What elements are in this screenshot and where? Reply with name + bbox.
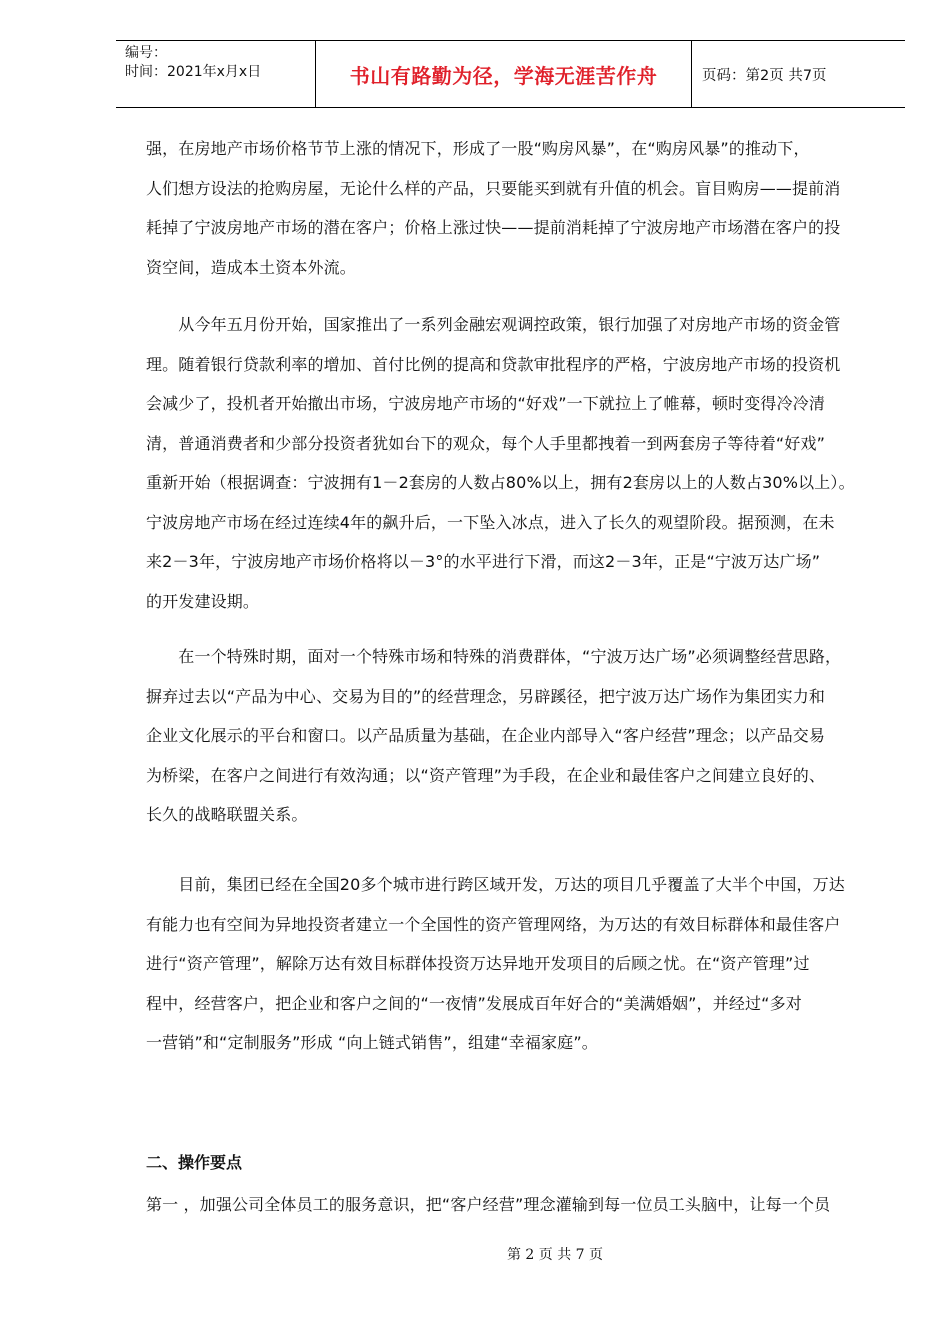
text-line: 为桥梁，在客户之间进行有效沟通；以“资产管理”为手段，在企业和最佳客户之间建立良好的、 (146, 765, 826, 785)
text-line: 宁波房地产市场在经过连续4年的飙升后，一下坠入冰点，进入了长久的观望阶段。据预测，在未 (146, 512, 835, 532)
footer-page-number: 第 2 页 共 7 页 (506, 1247, 604, 1263)
text-line: 重新开始（根据调查：宁波拥有1－2套房的人数占80%以上，拥有2套房以上的人数占30%以上）。 (146, 473, 855, 492)
paragraph-1 (146, 129, 840, 287)
text-line: 来2－3年，宁波房地产市场价格将以－3°的水平进行下滑，而这2－3年，正是“宁波万达广场” (146, 552, 821, 571)
paragraph-4 (146, 865, 845, 1063)
section-heading: 二、操作要点 (146, 1153, 243, 1172)
header-motto-cell (316, 41, 692, 107)
text-line: 会减少了，投机者开始撤出市场，宁波房地产市场的“好戏”一下就拉上了帷幕，顿时变得冷冷清 (146, 394, 826, 413)
text-line: 清，普通消费者和少部分投资者犹如台下的观众，每个人手里都拽着一到两套房子等待着“好戏” (146, 433, 826, 453)
text-line: 企业文化展示的平台和窗口。以产品质量为基础，在企业内部导入“客户经营”理念；以产品交易 (146, 726, 826, 745)
text-line: 程中，经营客户，把企业和客户之间的“一夜情”发展成百年好合的“美满婚姻”，并经过“多对 (146, 993, 802, 1013)
text-line: 人们想方设法的抢购房屋，无论什么样的产品，只要能买到就有升值的机会。盲目购房——提前消 (146, 178, 841, 198)
text-line: 长久的战略联盟关系。 (146, 805, 308, 824)
header-motto: 书山有路勤为径，学海无涯苦作舟 (349, 63, 658, 88)
header-page-label: 页码：第2页 共7页 (702, 67, 827, 84)
text-line: 一营销”和“定制服务”形成 “向上链式销售”，组建“幸福家庭”。 (146, 1033, 598, 1052)
page-footer (0, 1244, 950, 1264)
text-line: 的开发建设期。 (146, 591, 260, 611)
header-page-cell (692, 41, 905, 107)
paragraph-2 (146, 305, 855, 621)
section-paragraph (146, 1185, 830, 1225)
text-line: 强，在房地产市场价格节节上涨的情况下，形成了一股“购房风暴”，在“购房风暴”的推动下， (146, 139, 810, 158)
text-line: 在一个特殊时期，面对一个特殊市场和特殊的消费群体，“宁波万达广场”必须调整经营思路， (146, 647, 842, 666)
text-line: 摒弃过去以“产品为中心、交易为目的”的经营理念，另辟蹊径，把宁波万达广场作为集团实力和 (146, 686, 826, 706)
text-line: 有能力也有空间为异地投资者建立一个全国性的资产管理网络，为万达的有效目标群体和最佳客户 (146, 914, 841, 934)
text-line: 第一 ，加强公司全体员工的服务意识，把“客户经营”理念灌输到每一位员工头脑中，让每一个员 (146, 1195, 831, 1214)
header-meta (116, 41, 316, 107)
text-line: 资空间，造成本土资本外流。 (146, 257, 356, 277)
text-line: 目前，集团已经在全国20多个城市进行跨区域开发，万达的项目几乎覆盖了大半个中国，万达 (146, 875, 845, 894)
document-number-label: 编号： (125, 45, 167, 61)
text-line: 进行“资产管理”，解除万达有效目标群体投资万达异地开发项目的后顾之忧。在“资产管理”过 (146, 954, 810, 973)
text-line: 从今年五月份开始，国家推出了一系列金融宏观调控政策，银行加强了对房地产市场的资金管 (146, 315, 841, 334)
text-line: 耗掉了宁波房地产市场的潜在客户；价格上涨过快——提前消耗掉了宁波房地产市场潜在客户的投 (146, 218, 841, 237)
document-time-label: 时间：2021年x月x日 (125, 64, 262, 80)
paragraph-3 (146, 637, 841, 835)
text-line: 理。随着银行贷款利率的增加、首付比例的提高和贷款审批程序的严格，宁波房地产市场的投资机 (146, 354, 841, 374)
page-header (116, 40, 905, 108)
